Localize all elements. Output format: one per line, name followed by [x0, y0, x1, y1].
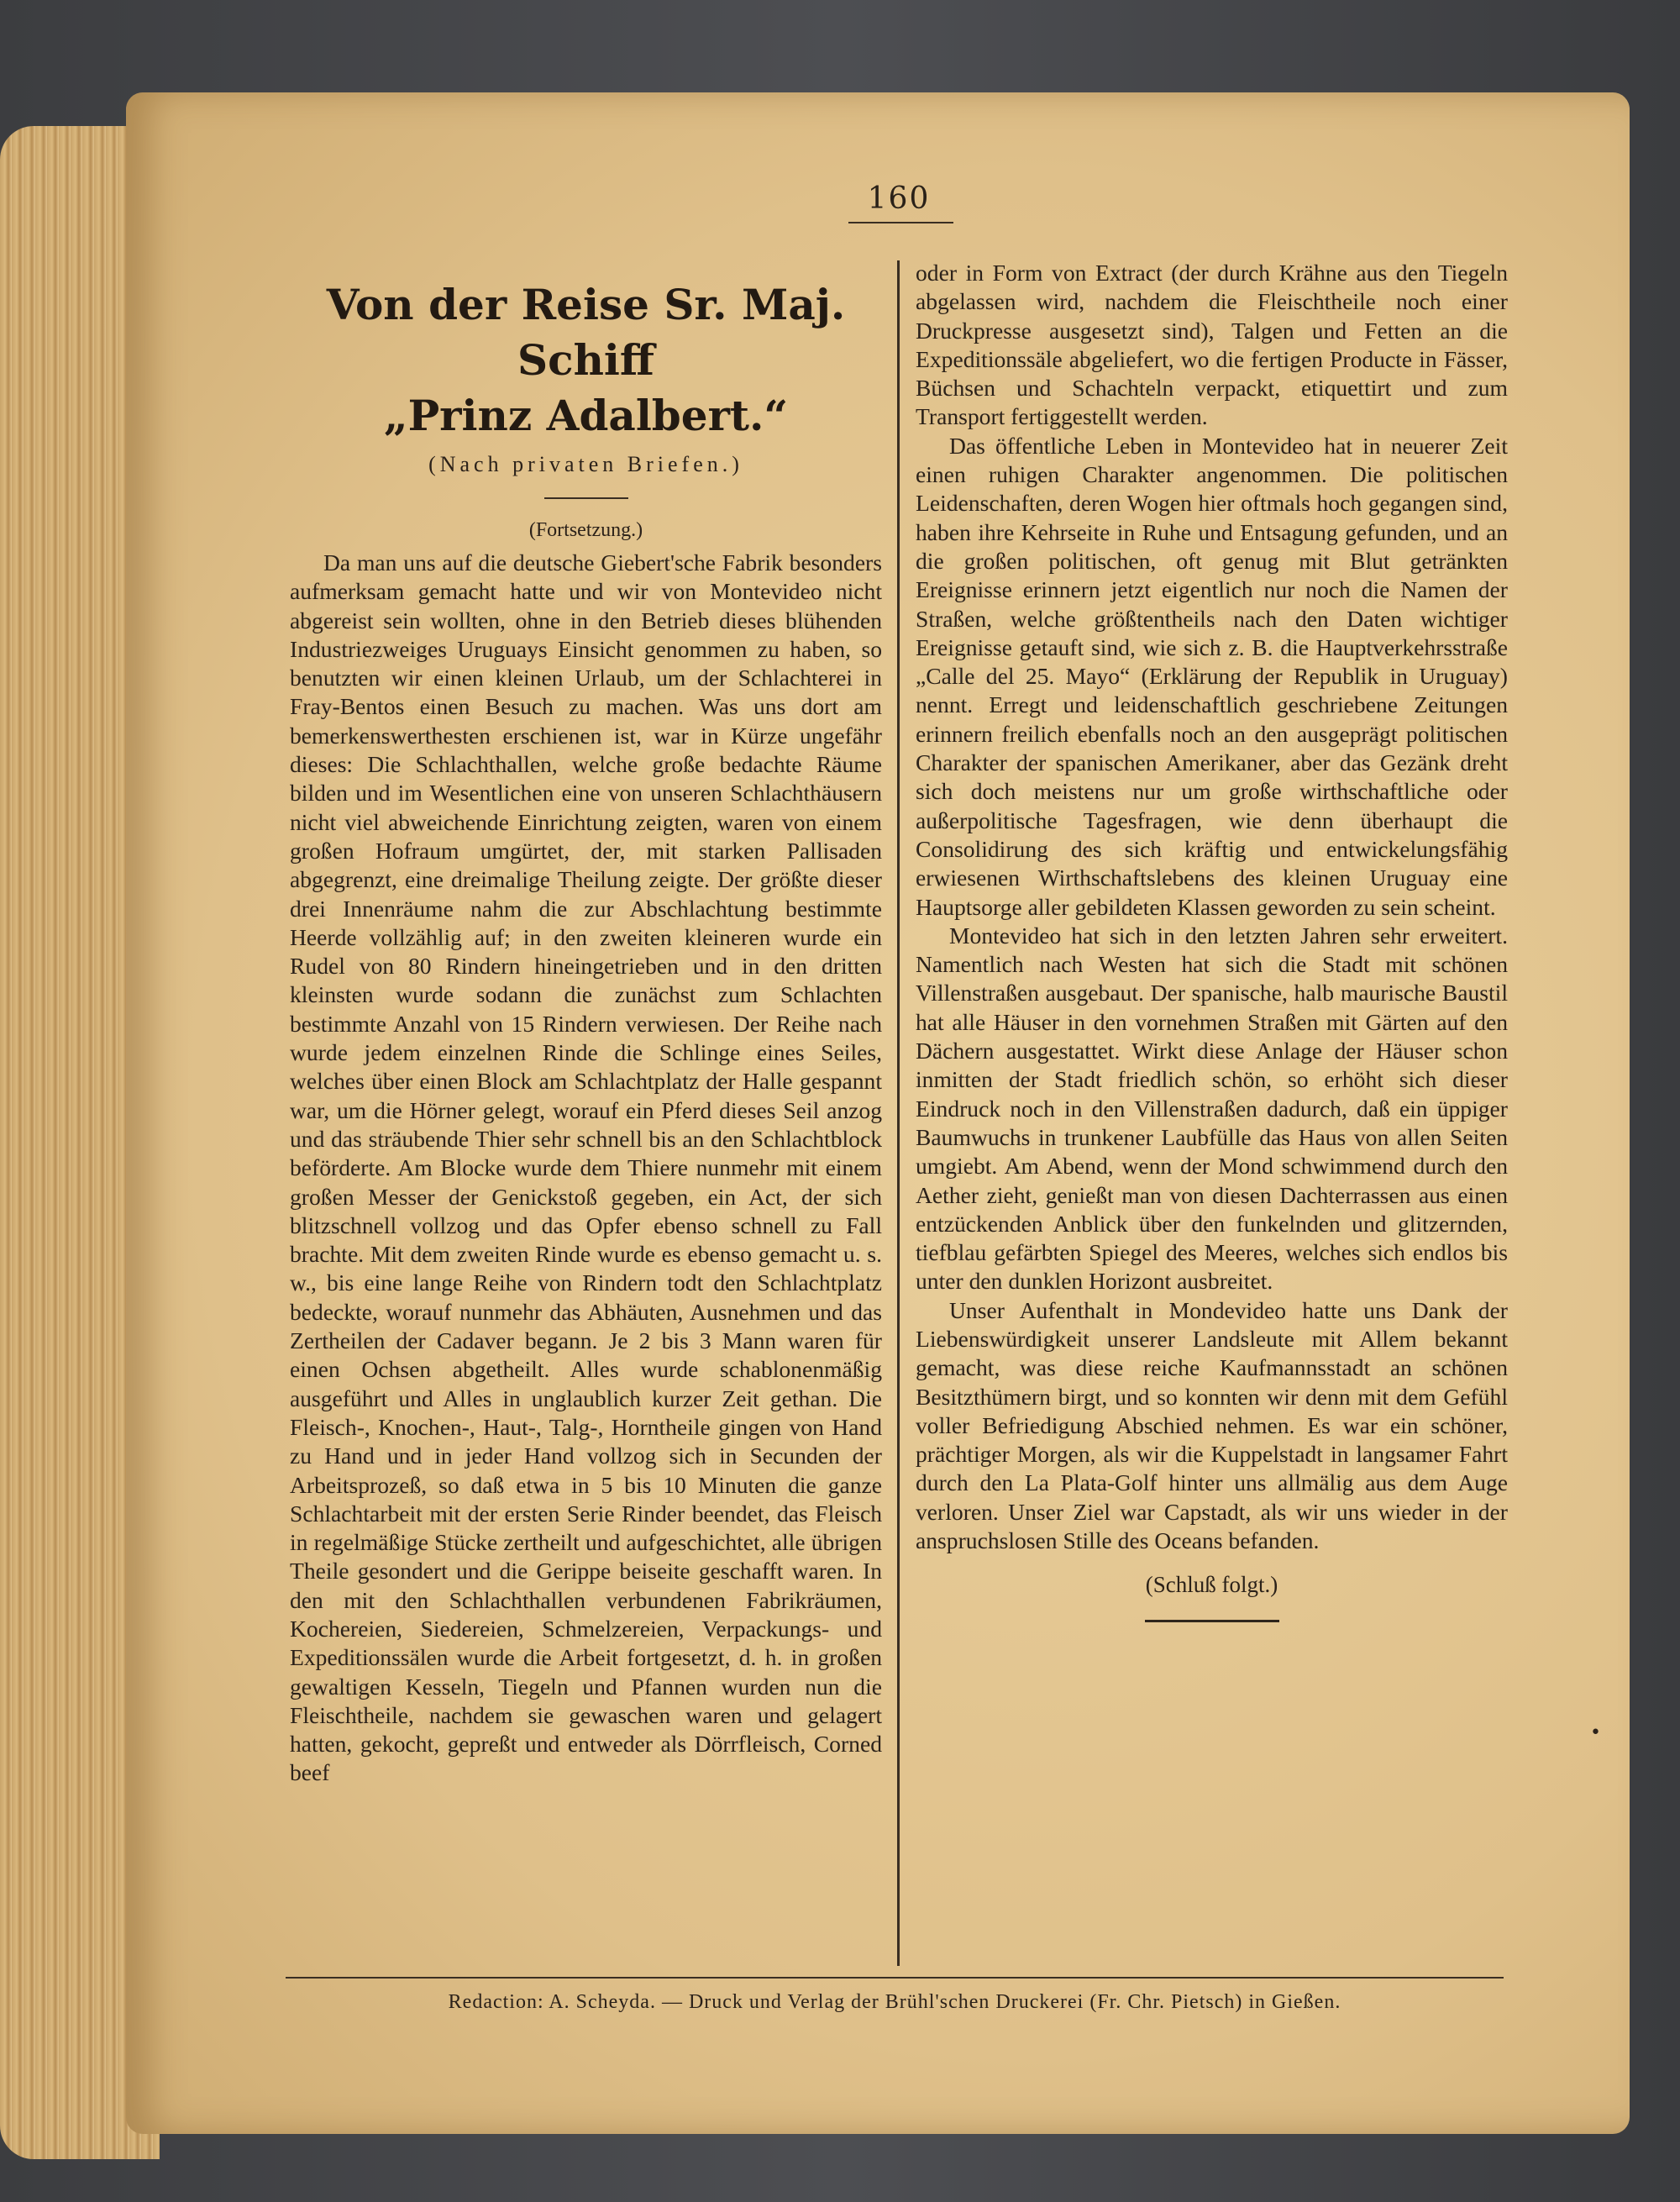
footer-imprint: Redaction: A. Scheyda. — Druck und Verlag der Brühl'schen Druckerei (Fr. Chr. Pietsch) in Gießen.	[448, 1991, 1341, 2013]
margin-mark-icon: •	[1590, 1722, 1601, 1743]
right-paragraph-1: oder in Form von Extract (der durch Krähne aus den Tiegeln abgelassen wird, nachdem die Fleischtheile noch einer Druckpresse ausgesetzt sind), Talgen und Fetten an die Expeditionssäle abgeliefert, wo die fertigen Producte in Fässer, Büchsen und Schachteln verpackt, etiquettirt und zum Transport fertiggestellt werden.	[916, 260, 1508, 430]
page-number-underline	[848, 222, 953, 223]
right-column	[916, 259, 1508, 1622]
footer-divider	[286, 1977, 1504, 1979]
column-divider	[897, 260, 900, 1966]
right-paragraph-2: Das öffentliche Leben in Montevideo hat in neuerer Zeit einen ruhigen Charakter angenommen. Die politischen Leidenschaften, deren Wogen hier oftmals hoch gegangen sind, haben ihre Kehrseite in Ruhe und Entsagung gefunden, und an die großen politischen, oft genug mit Blut getränkten Ereignisse erinnern jetzt eigentlich nur noch die Namen der Straßen, welche größtentheils nach den Daten wichtiger Ereignisse getauft sind, wie sich z. B. die Hauptverkehrsstraße „Calle del 25. Mayo“ (Erklärung der Republik in Uruguay) nennt. Erregt und leidenschaftlich geschriebene Zeitungen erinnern freilich ebenfalls noch an den ausgeprägt politischen Charakter der spanischen Amerikaner, aber das Gezänk dreht sich doch meistens nur um große wirthschaftliche oder außerpolitische Tagesfragen, wie denn überhaupt die Consolidirung des sich kräftig und entwickelungsfähig erwiesenen Wirthschaftslebens des kleinen Uruguay eine Hauptsorge aller gebildeten Klassen geworden zu sein scheint.	[916, 432, 1508, 920]
right-paragraph-4: Unser Aufenthalt in Mondevideo hatte uns Dank der Liebenswürdigkeit unserer Landsleute mit Allem bekannt gemacht, was diese reiche Kaufmannsstadt an schönen Besitzthümern birgt, und so konnten wir denn mit dem Gefühl voller Befriedigung Abschied nehmen. Es war ein schöner, prächtiger Morgen, als wir die Kuppelstadt in langsamer Fahrt durch den La Plata-Golf hinter uns allmälig aus dem Auge verloren. Unser Ziel war Capstadt, als wir uns wieder in der anspruchslosen Stille des Oceans befanden.	[916, 1296, 1508, 1554]
article-title-line-2: „Prinz Adalbert.“	[383, 391, 789, 440]
left-paragraph: Da man uns auf die deutsche Giebert'sche Fabrik besonders aufmerksam gemacht hatte und wir von Montevideo nicht abgereist sein wollten, ohne in den Betrieb dieses blühenden Industriezweiges Uruguays Einsicht genommen zu haben, so benutzten wir einen kleinen Urlaub, um der Schlachterei in Fray-Bentos einen Besuch zu machen. Was uns dort am bemerkenswerthesten erschienen ist, war in Kürze ungefähr dieses: Die Schlachthallen, welche große bedachte Räume bilden und im Wesentlichen eine von unseren Schlachthäusern nicht viel abweichende Einrichtung zeigten, waren von einem großen Hofraum umgürtet, der, mit starken Pallisaden abgegrenzt, eine dreimalige Theilung zeigte. Der größte dieser drei Innenräume nahm die zur Abschlachtung bestimmte Heerde vollzählig auf; in den zweiten kleineren wurde ein Rudel von 80 Rindern hineingetrieben und in den dritten kleinsten wurde sodann die zunächst zum Schlachten bestimmte Anzahl von 15 Rindern verwiesen. Der Reihe nach wurde jedem einzelnen Rinde die Schlinge eines Seiles, welches über einen Block am Schlachtplatz der Halle gespannt war, um die Hörner gelegt, worauf ein Pferd dieses Seil anzog und das sträubende Thier sehr schnell bis an den Schlachtblock beförderte. Am Blocke wurde dem Thiere nunmehr mit einem großen Messer der Genickstoß gegeben, ein Act, der sich blitzschnell vollzog und das Opfer ebenso schnell zu Fall brachte. Mit dem zweiten Rinde wurde es ebenso gemacht u. s. w., bis eine lange Reihe von Rindern todt den Schlachtplatz bedeckte, worauf nunmehr das Abhäuten, Ausnehmen und das Zertheilen der Cadaver begann. Je 2 bis 3 Mann waren für einen Ochsen abgetheilt. Alles wurde schablonenmäßig ausgeführt und Alles in unglaublich kurzer Zeit gethan. Die Fleisch-, Knochen-, Haut-, Talg-, Horntheile gingen von Hand zu Hand und in jeder Hand vollzog sich in Secunden der Arbeitsprozeß, so daß etwa in 5 bis 10 Minuten die ganze Schlachtarbeit mit der ersten Serie Rinder beendet, das Fleisch in regelmäßige Stücke zertheilt und aufgeschichtet, alle übrigen Theile gesondert und die Gerippe beiseite geschafft waren. In den mit den Schlachthallen verbundenen Fabrikräumen, Kochereien, Siedereien, Schmelzereien, Verpackungs- und Expeditionssälen wurde die Arbeit fortgesetzt, d. h. in großen gewaltigen Kesseln, Tiegeln und Pfannen wurden nun die Fleischtheile, nachdem sie gewaschen waren und gelagert hatten, gekocht, gepreßt und entweder als Dörrfleisch, Corned beef	[290, 549, 882, 1786]
article-subtitle: (Nach privaten Briefen.)	[428, 452, 743, 476]
continuation-note: (Fortsetzung.)	[528, 519, 643, 541]
article-title	[290, 277, 882, 444]
right-paragraph-3: Montevideo hat sich in den letzten Jahren sehr erweitert. Namentlich nach Westen hat sich die Stadt mit schönen Villenstraßen ausgebaut. Der spanische, halb maurische Baustil hat alle Häuser in den vornehmen Straßen mit Gärten auf den Dächern ausgestattet. Wirkt diese Anlage der Häuser schon inmitten der Stadt friedlich schön, so erhöht sich dieser Eindruck noch in den Villenstraßen dadurch, daß ein üppiger Baumwuchs in trunkener Laubfülle das Haus von allen Seiten umgiebt. Am Abend, wenn der Mond schwimmend durch den Aether zieht, genießt man von diesen Dachterrassen aus einen entzückenden Anblick über den funkelnden und glitzernden, tiefblau gefärbten Spiegel des Meeres, welches sich endlos bis unter den dunklen Horizont ausbreitet.	[916, 922, 1508, 1295]
end-divider	[1145, 1620, 1279, 1622]
left-column	[290, 277, 882, 1788]
continuation-end-note: (Schluß folgt.)	[1145, 1572, 1278, 1598]
article-title-line-1: Von der Reise Sr. Maj. Schiff	[326, 280, 846, 385]
page-number: 160	[867, 181, 931, 216]
title-divider	[544, 497, 628, 499]
